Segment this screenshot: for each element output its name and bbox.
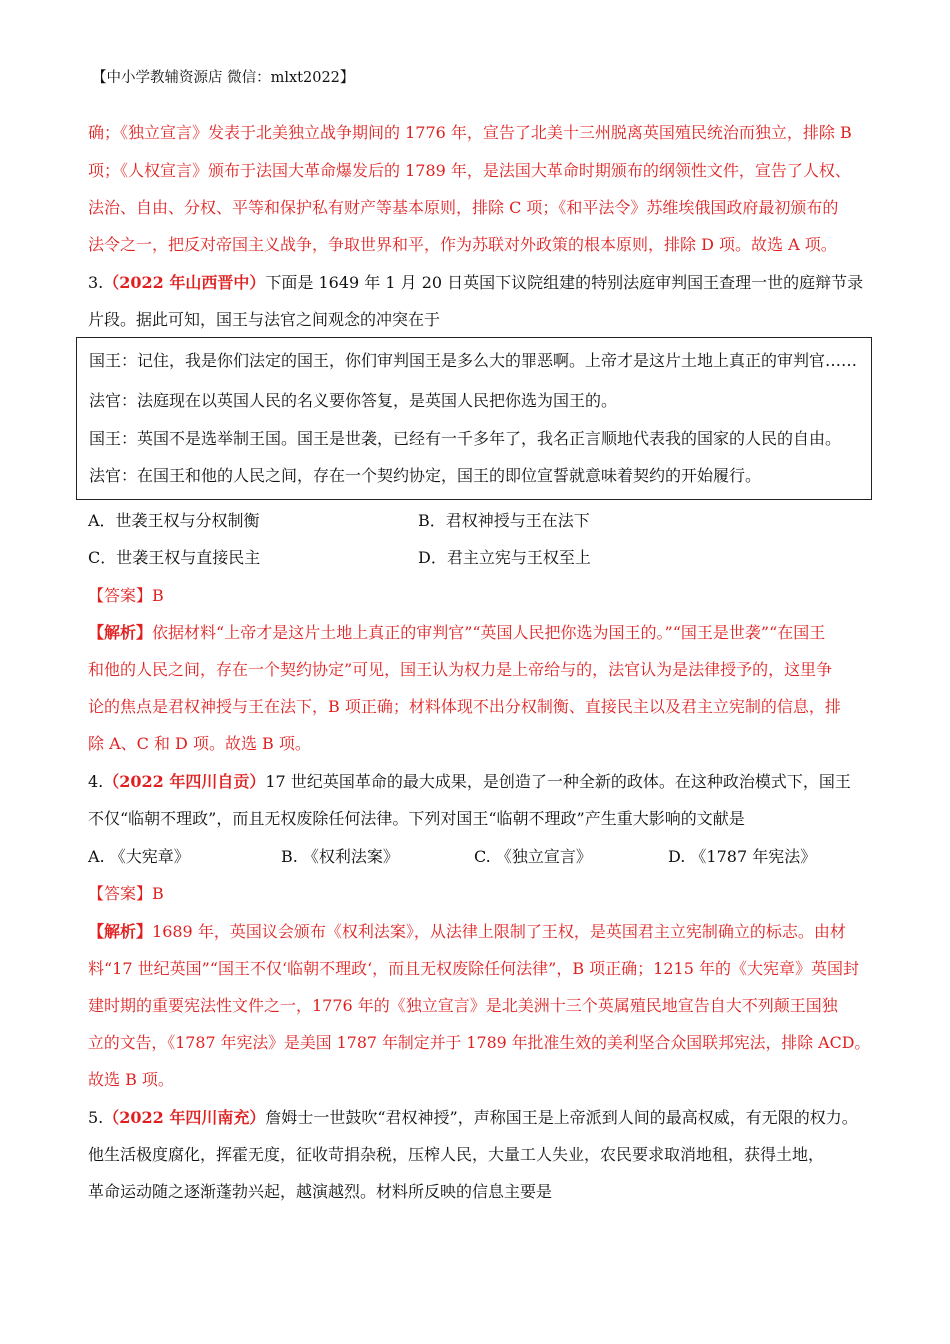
q3-analysis-label: 【解析】	[88, 623, 153, 642]
q3-analysis-line: 除 A、C 和 D 项。故选 B 项。	[88, 734, 311, 753]
prev-analysis-line: 法令之一，把反对帝国主义战争，争取世界和平，作为苏联对外政策的根本原则，排除 D 项。故选 A 项。	[88, 235, 837, 254]
q4-analysis-line: 立的文告，《1787 年宪法》是美国 1787 年制定并于 1789 年批准生效的美利坚合众国联邦宪法，排除 ACD。	[88, 1033, 871, 1052]
q4-analysis-line: 故选 B 项。	[88, 1070, 174, 1089]
q3-number: 3.	[88, 273, 104, 292]
prev-analysis-line: 项；《人权宣言》颁布于法国大革命爆发后的 1789 年，是法国大革命时期颁布的纲领性文件，宣告了人权、	[88, 161, 851, 180]
q3-answer: 【答案】B	[88, 586, 164, 605]
q5-stem-line-2: 他生活极度腐化，挥霍无度，征收苛捐杂税，压榨人民，大量工人失业，农民要求取消地租，获得土地，	[88, 1145, 825, 1164]
q3-source: （2022 年山西晋中）	[103, 273, 266, 292]
material-line: 国王：英国不是选举制王国。国王是世袭，已经有一千多年了，我名正言顺地代表我的国家的人民的自由。	[89, 429, 842, 448]
q5-stem-line-3: 革命运动随之逐渐蓬勃兴起，越演越烈。材料所反映的信息主要是	[88, 1182, 553, 1201]
q4-option-c: C. 《独立宣言》	[474, 847, 592, 866]
q4-number: 4.	[88, 772, 104, 791]
q4-stem-line-1	[88, 771, 851, 793]
q4-stem-text: 17 世纪英国革命的最大成果，是创造了一种全新的政体。在这种政治模式下，国王	[265, 772, 851, 791]
prev-analysis-line: 法治、自由、分权、平等和保护私有财产等基本原则，排除 C 项；《和平法令》苏维埃俄国政府最初颁布的	[88, 198, 839, 217]
q3-analysis-line-1	[88, 622, 825, 644]
q3-analysis-text: 依据材料“上帝才是这片土地上真正的审判官”“英国人民把你选为国王的。”“国王是世袭”“在国王	[152, 623, 826, 642]
q3-analysis-line: 论的焦点是君权神授与王在法下，B 项正确；材料体现不出分权制衡、直接民主以及君主立宪制的信息，排	[88, 697, 841, 716]
q4-analysis-line: 建时期的重要宪法性文件之一，1776 年的《独立宣言》是北美洲十三个英属殖民地宣告自大不列颠王国独	[88, 996, 838, 1015]
material-line: 法官：在国王和他的人民之间，存在一个契约协定，国王的即位宣誓就意味着契约的开始履行。	[89, 466, 762, 485]
q3-option-b: B．君权神授与王在法下	[418, 511, 590, 530]
q5-number: 5.	[88, 1108, 104, 1127]
q4-analysis-label: 【解析】	[88, 922, 153, 941]
q3-material-box	[76, 337, 872, 500]
q3-stem-line-2: 片段。据此可知，国王与法官之间观念的冲突在于	[88, 310, 441, 329]
q4-source: （2022 年四川自贡）	[103, 772, 266, 791]
q5-stem-line-1	[88, 1107, 858, 1129]
q4-answer: 【答案】B	[88, 884, 164, 903]
q4-option-b: B. 《权利法案》	[281, 847, 399, 866]
q3-option-c: C．世袭王权与直接民主	[88, 548, 261, 567]
material-line: 法官：法庭现在以英国人民的名义要你答复，是英国人民把你选为国王的。	[89, 391, 618, 410]
q3-stem-text: 下面是 1649 年 1 月 20 日英国下议院组建的特别法庭审判国王查理一世的庭辩节录	[265, 273, 864, 292]
q3-stem-line-1	[88, 272, 863, 294]
q5-source: （2022 年四川南充）	[103, 1108, 266, 1127]
q4-analysis-line: 料“17 世纪英国”“国王不仅‘临朝不理政‘，而且无权废除任何法律”，B 项正确；1215 年的《大宪章》英国封	[88, 959, 859, 978]
q3-analysis-line: 和他的人民之间，存在一个契约协定”可见，国王认为权力是上帝给与的，法官认为是法律授予的，这里争	[88, 660, 833, 679]
q4-option-d: D. 《1787 年宪法》	[668, 847, 817, 866]
q4-stem-line-2: 不仅“临朝不理政”，而且无权废除任何法律。下列对国王“临朝不理政”产生重大影响的文献是	[88, 809, 745, 828]
material-line: 国王：记住，我是你们法定的国王，你们审判国王是多么大的罪恶啊。上帝才是这片土地上真正的审判官……	[89, 351, 858, 370]
q5-stem-text: 詹姆士一世鼓吹“君权神授”，声称国王是上帝派到人间的最高权威，有无限的权力。	[265, 1108, 858, 1127]
page-header: 【中小学教辅资源店 微信：mlxt2022】	[92, 70, 355, 86]
q4-option-a: A. 《大宪章》	[88, 847, 190, 866]
q3-option-d: D．君主立宪与王权至上	[418, 548, 591, 567]
q3-option-a: A．世袭王权与分权制衡	[88, 511, 260, 530]
prev-analysis-line: 确；《独立宣言》发表于北美独立战争期间的 1776 年，宣告了北美十三州脱离英国殖民统治而独立，排除 B	[88, 123, 852, 142]
q4-analysis-line-1	[88, 921, 846, 943]
q4-analysis-text: 1689 年，英国议会颁布《权利法案》，从法律上限制了王权，是英国君主立宪制确立的标志。由材	[152, 922, 846, 941]
